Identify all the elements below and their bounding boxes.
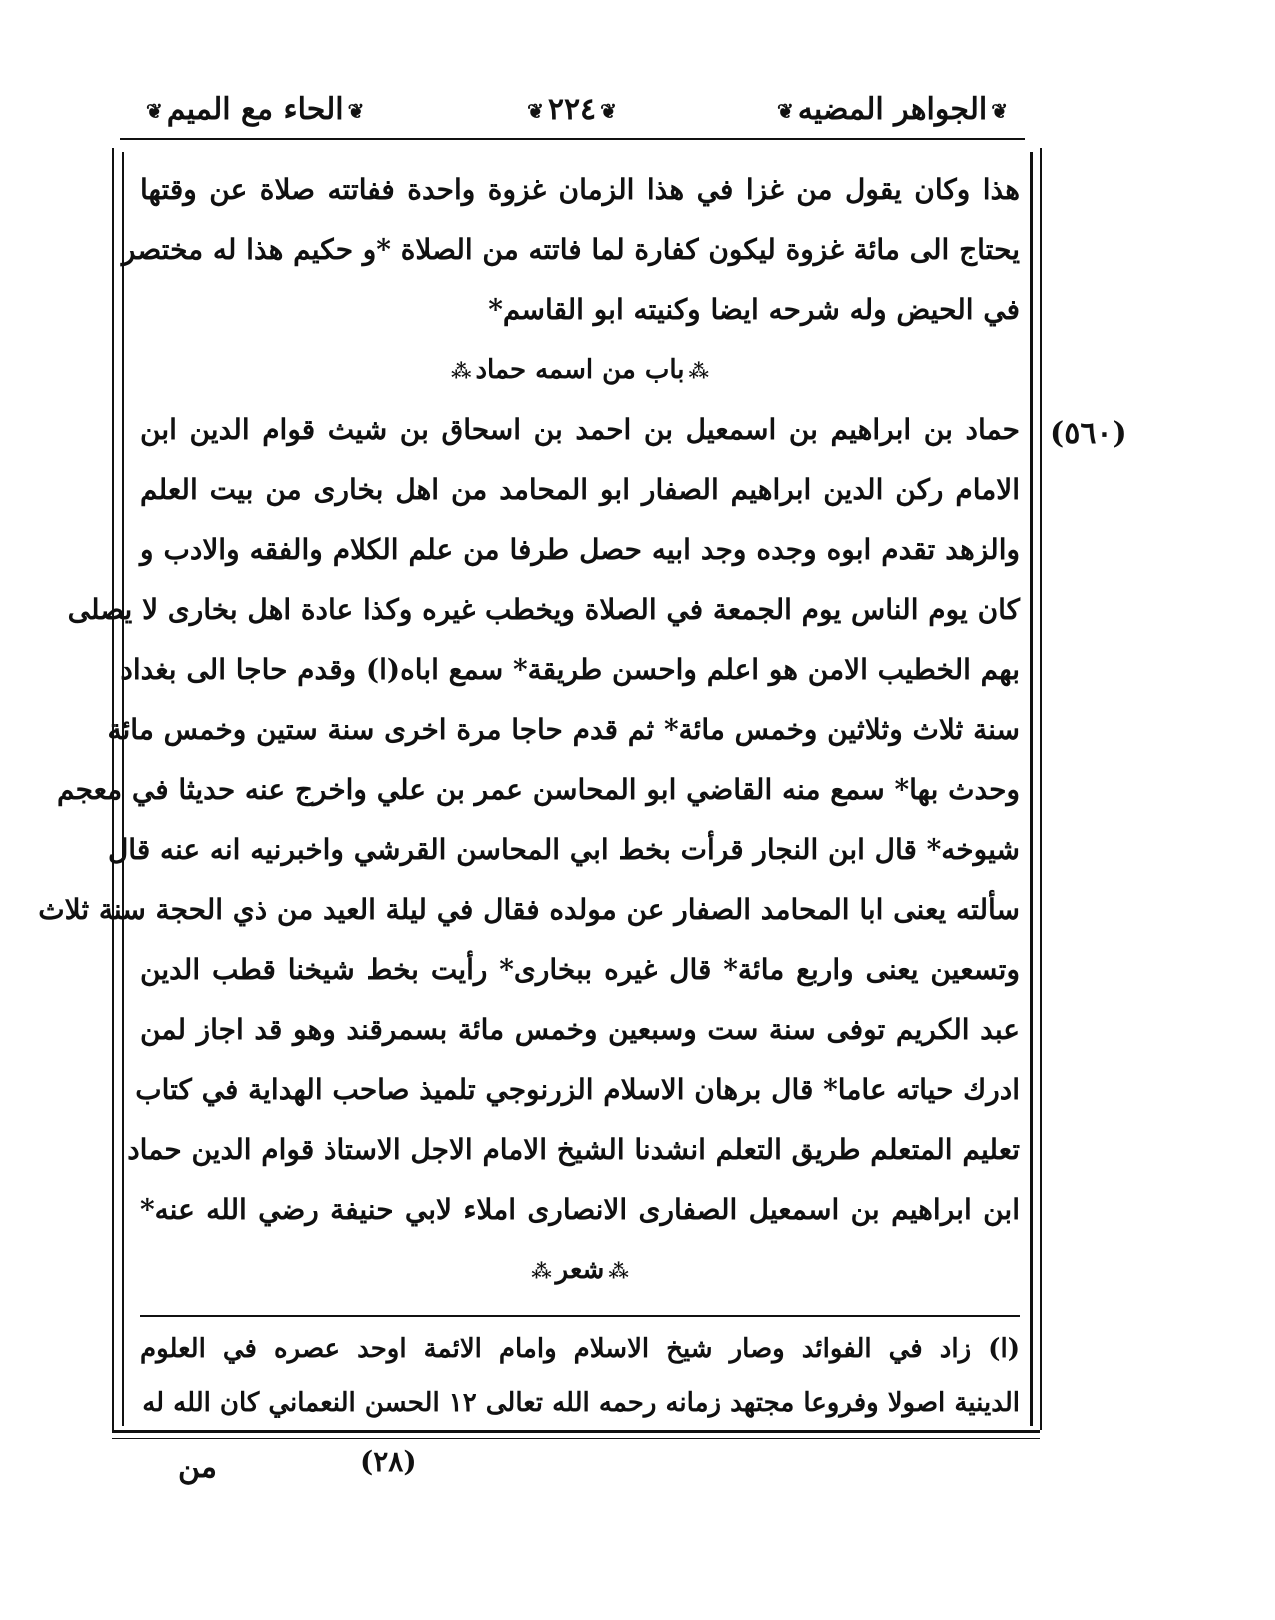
ornament-icon: ❦ [527,99,544,123]
page-number: ٢٢٤ [547,92,597,127]
text-line: سألته يعنى ابا المحامد الصفار عن مولده فقال في ليلة العيد من ذي الحجة سنة ثلاث [38,893,1020,926]
text-line: حماد بن ابراهيم بن اسمعيل بن احمد بن اسحاق بن شيث قوام الدين ابن [140,413,1020,446]
ornament-icon: ⁂ [688,359,710,383]
text-line: ابن ابراهيم بن اسمعيل الصفارى الانصارى املاء لابي حنيفة رضي الله عنه* [140,1193,1020,1226]
book-title-header [773,92,1012,127]
entry-number: (٥٦٠) [1050,416,1127,451]
footnote-line: الدينية اصولا وفروعا مجتهد زمانه رحمه الله تعالى ١٢ الحسن النعماني كان الله له [142,1388,1020,1418]
page-number-header [523,92,621,127]
footnote-rule [140,1315,1020,1317]
main-text [38,160,1020,1300]
text-line: بهم الخطيب الامن هو اعلم واحسن طريقة* سمع اباه(ا) وقدم حاجا الى بغداد [120,653,1020,686]
text-line: شيوخه* قال ابن النجار قرأت بخط ابي المحاسن القرشي واخبرنيه انه عنه قال [107,833,1020,866]
text-line: كان يوم الناس يوم الجمعة في الصلاة ويخطب غيره وكذا عادة اهل بخارى لا يصلى [67,593,1020,626]
catchword: من [178,1450,217,1485]
text-line: وحدث بها* سمع منه القاضي ابو المحاسن عمر بن علي واخرج عنه حديثا في معجم [56,773,1020,806]
text-line: عبد الكريم توفى سنة ست وسبعين وخمس مائة بسمرقند وهو قد اجاز لمن [140,1013,1020,1046]
ornament-icon: ⁂ [531,1259,552,1283]
text-line: سنة ثلاث وثلاثين وخمس مائة* ثم قدم حاجا مرة اخرى سنة ستين وخمس مائة [107,713,1020,746]
header-rule [120,138,1025,140]
running-header [122,92,1022,140]
footnote-line: (ا) زاد في الفوائد وصار شيخ الاسلام وامام الائمة اوحد عصره في العلوم [140,1334,1020,1364]
text-line: ادرك حياته عاما* قال برهان الاسلام الزرنوجي تلميذ صاحب الهداية في كتاب [135,1073,1020,1106]
poem-heading-text: شعر [555,1255,605,1285]
text-line: تعليم المتعلم طريق التعلم انشدنا الشيخ الامام الاجل الاستاذ قوام الدين حماد [127,1133,1020,1166]
text-line: هذا وكان يقول من غزا في هذا الزمان غزوة واحدة ففاتته صلاة عن وقتها [140,173,1020,206]
footnotes [140,1322,1020,1430]
text-line: الامام ركن الدين ابراهيم الصفار ابو المحامد من اهل بخارى من بيت العلم [140,473,1020,506]
ornament-icon: ⁂ [450,359,472,383]
text-line: وتسعين يعنى واربع مائة* قال غيره ببخارى* رأيت بخط شيخنا قطب الدين [140,953,1020,986]
ornament-icon: ❦ [991,99,1008,123]
poem-heading [140,1240,1020,1300]
text-line: والزهد تقدم ابوه وجده وجد ابيه حصل طرفا من علم الكلام والفقه والادب و [140,533,1020,566]
book-title: الجواهر المضيه [797,92,988,127]
ornament-icon: ❦ [600,99,617,123]
ornament-icon: ❦ [347,99,365,123]
section-header [142,92,368,127]
ornament-icon: ❦ [777,99,794,123]
text-line: في الحيض وله شرحه ايضا وكنيته ابو القاسم* [488,293,1020,326]
frame-bottom-rule [112,1438,1040,1439]
ornament-icon: ⁂ [608,1259,629,1283]
ornament-icon: ❦ [146,99,163,123]
signature-mark: (٢٨) [360,1445,417,1478]
section-heading-text: باب من اسمه حماد [475,355,685,385]
text-line: يحتاج الى مائة غزوة ليكون كفارة لما فاتته من الصلاة *و حكيم هذا له مختصر [121,233,1020,266]
section-heading [140,340,1020,400]
frame-bottom-rule [112,1430,1040,1433]
section-title: الحاء مع الميم [166,92,344,127]
